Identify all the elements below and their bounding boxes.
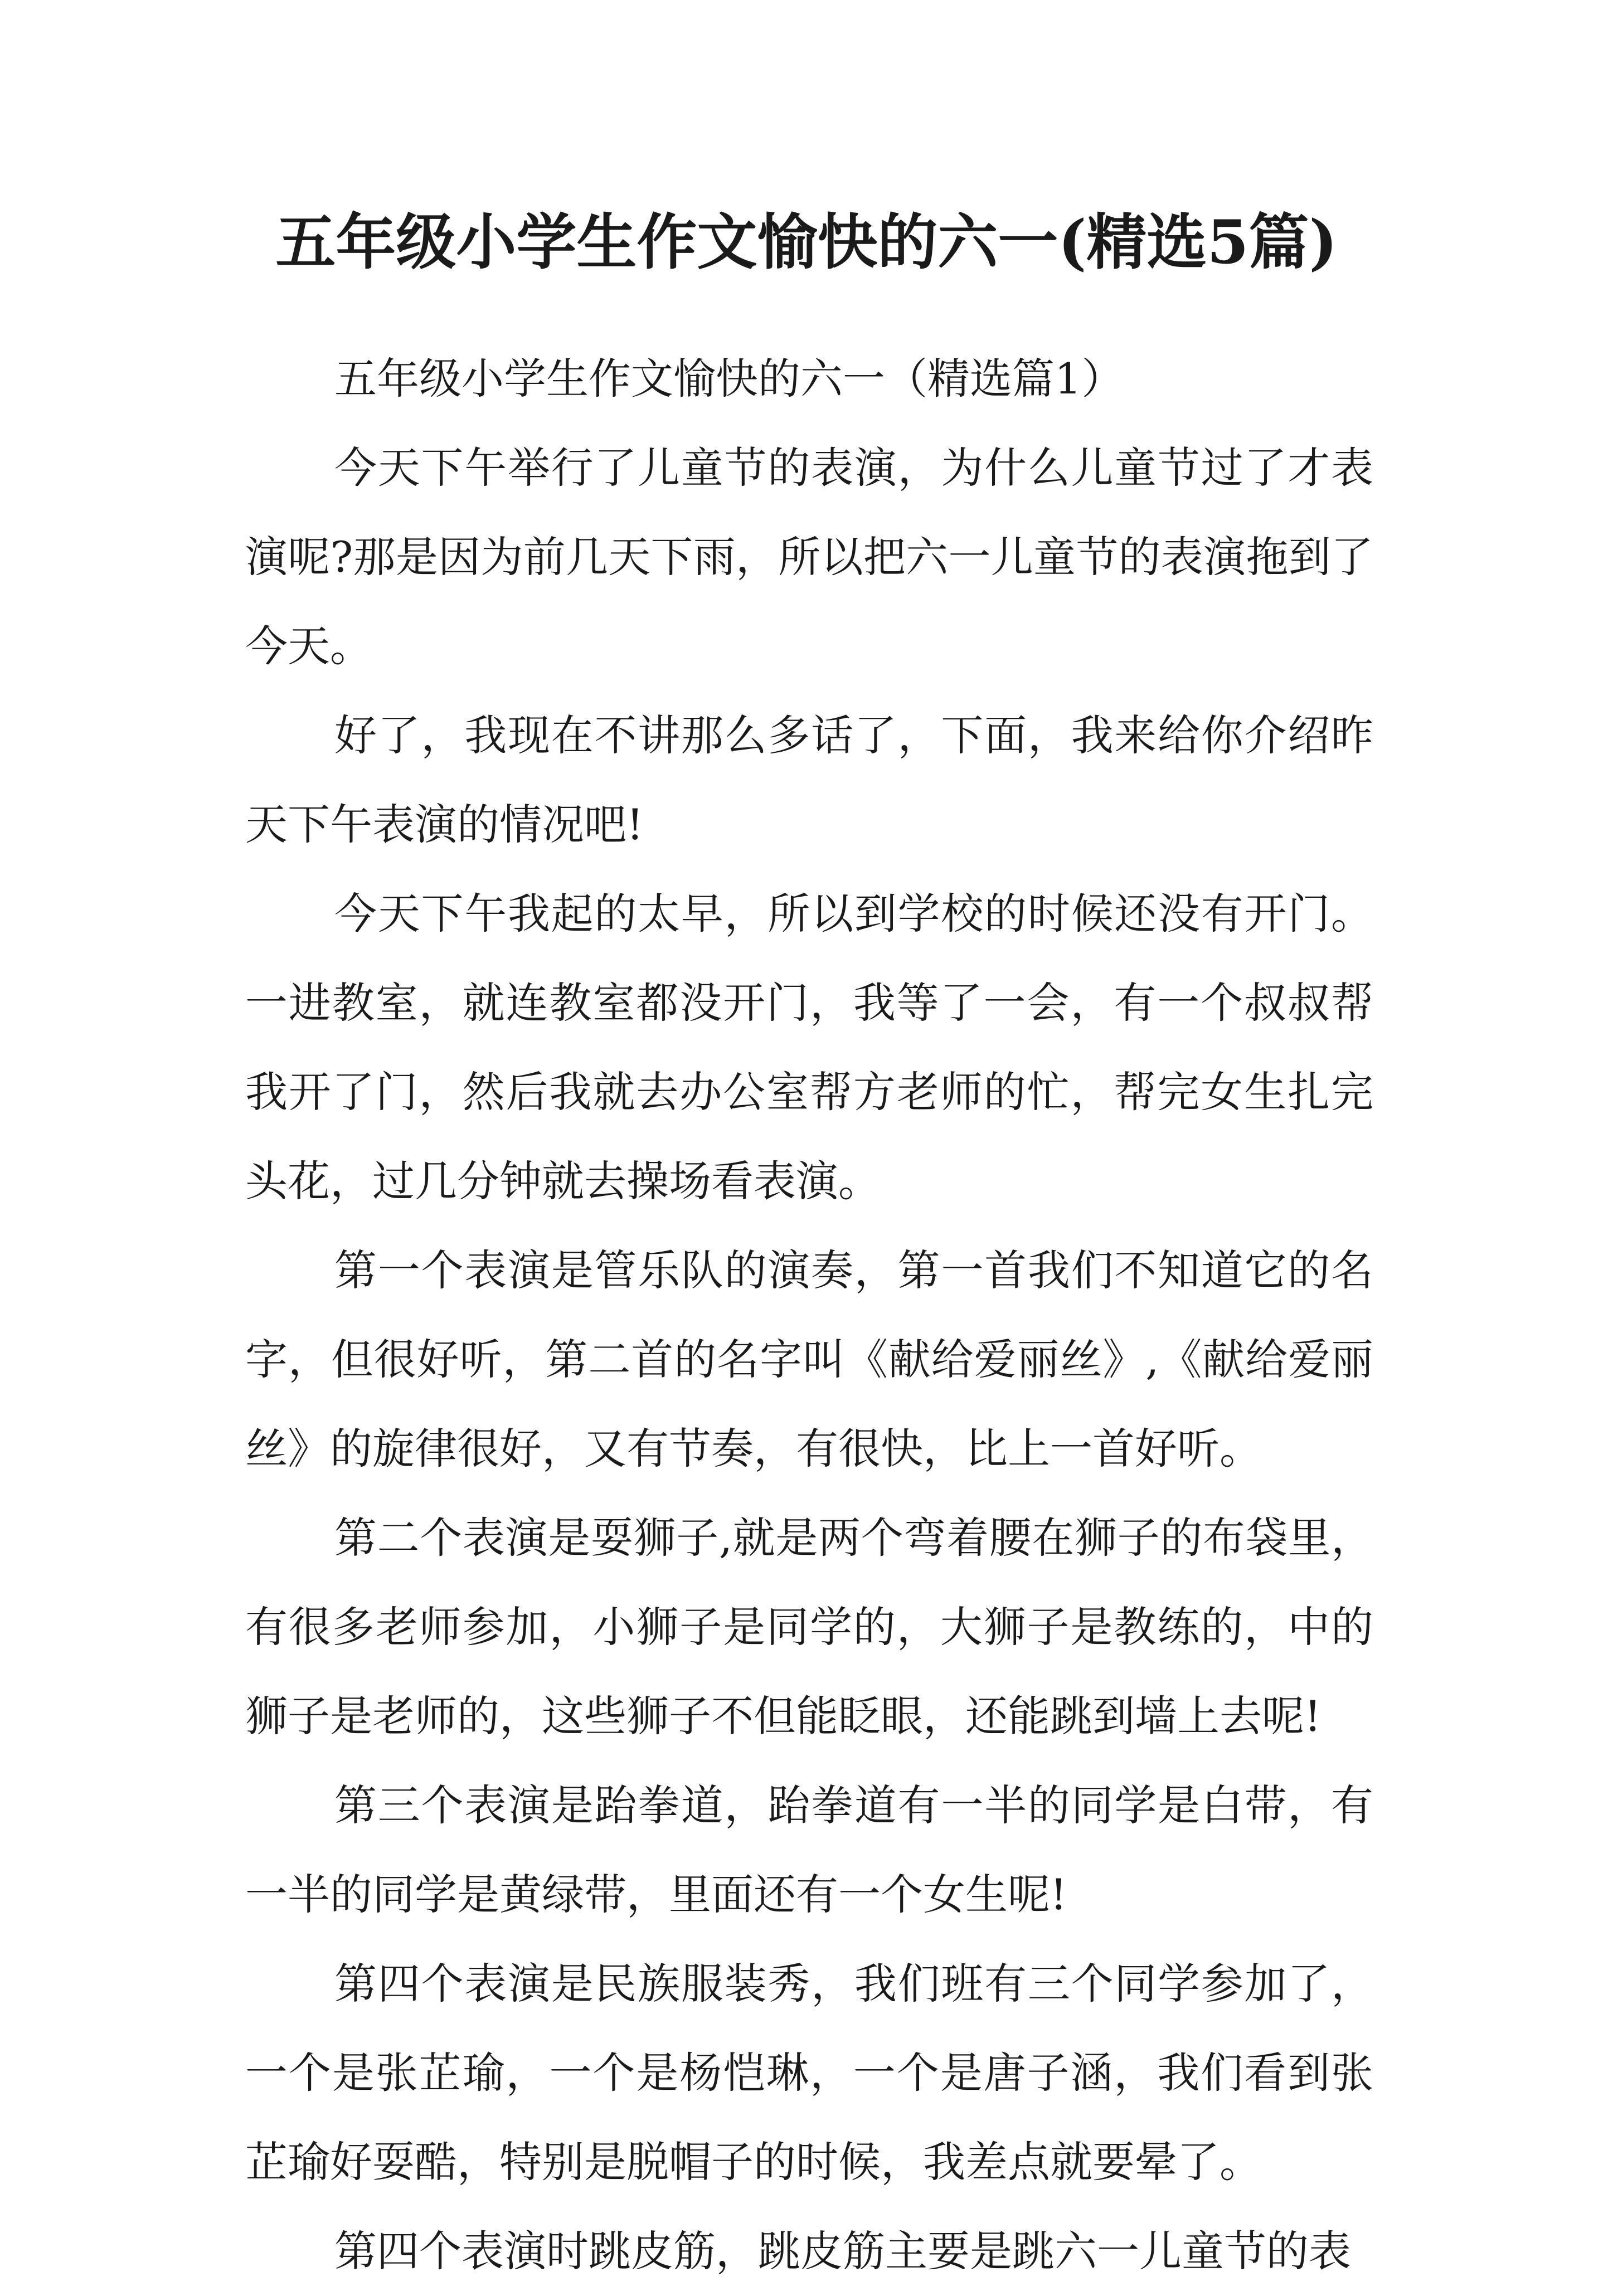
paragraph: 第四个表演是民族服装秀，我们班有三个同学参加了，一个是张芷瑜，一个是杨恺琳，一个是唐子涵，我们看到张芷瑜好耍酷，特别是脱帽子的时候，我差点就要晕了。 [245,1959,1373,2187]
document-title: 五年级小学生作文愉快的六一(精选5篇) [275,207,1338,278]
paragraph: 今天下午我起的太早，所以到学校的时候还没有开门。一进教室，就连教室都没开门，我等了一会，有一个叔叔帮我开了门，然后我就去办公室帮方老师的忙，帮完女生扎完头花，过几分钟就去操场看表演。 [245,889,1373,1206]
paragraph: 好了，我现在不讲那么多话了，下面，我来给你介绍昨天下午表演的情况吧! [245,711,1373,849]
paragraph: 第三个表演是跆拳道，跆拳道有一半的同学是白带，有一半的同学是黄绿带，里面还有一个女生呢! [245,1781,1373,1919]
paragraph: 第一个表演是管乐队的演奏，第一首我们不知道它的名字，但很好听，第二首的名字叫《献给爱丽丝》,《献给爱丽丝》的旋律很好，又有节奏，有很快，比上一首好听。 [245,1246,1373,1473]
paragraph: 第四个表演时跳皮筋，跳皮筋主要是跳六一儿童节的表 [334,2226,1351,2276]
paragraph: 第二个表演是耍狮子,就是两个弯着腰在狮子的布袋里，有很多老师参加，小狮子是同学的，大狮子是教练的，中的狮子是老师的，这些狮子不但能眨眼，还能跳到墙上去呢! [245,1513,1373,1741]
section-heading: 五年级小学生作文愉快的六一（精选篇1） [334,354,1124,403]
document-body [245,334,1373,2296]
paragraph: 今天下午举行了儿童节的表演，为什么儿童节过了才表演呢?那是因为前几天下雨，所以把六一儿童节的表演拖到了今天。 [245,443,1373,671]
